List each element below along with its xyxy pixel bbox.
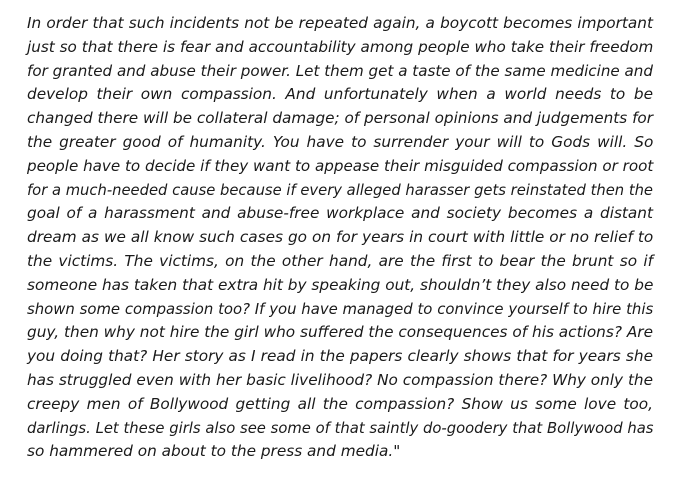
paragraph-line: In order that such incidents not be repeated again, a boycott becomes important bbox=[27, 14, 653, 32]
paragraph-line: has struggled even with her basic livelihood? No compassion there? Why only the bbox=[27, 370, 653, 389]
paragraph-line: someone has taken that extra hit by speaking out, shouldn’t they also need to be bbox=[27, 275, 654, 294]
paragraph-line: just so that there is fear and accountability among people who take their freedom bbox=[27, 37, 654, 56]
paragraph-line: shown some compassion too? If you have managed to convince yourself to hire this bbox=[27, 299, 654, 318]
paragraph-line: for granted and abuse their power. Let them get a taste of the same medicine and bbox=[27, 61, 653, 80]
paragraph-line: darlings. Let these girls also see some of that saintly do-goodery that Bollywood has bbox=[27, 419, 654, 437]
paragraph-line: creepy men of Bollywood getting all the compassion? Show us some love too, bbox=[27, 394, 653, 413]
paragraph-line: the greater good of humanity. You have to surrender your will to Gods will. So bbox=[27, 132, 654, 151]
paragraph-line-last: so hammered on about to the press and media." bbox=[27, 442, 401, 461]
paragraph-line: you doing that? Her story as I read in the papers clearly shows that for years she bbox=[27, 347, 653, 366]
paragraph-line: changed there will be collateral damage; of personal opinions and judgements for bbox=[27, 109, 653, 128]
paragraph-line: the victims. The victims, on the other hand, are the first to bear the brunt so if bbox=[27, 251, 653, 270]
paragraph-line: people have to decide if they want to appease their misguided compassion or root bbox=[27, 156, 654, 175]
paragraph-line: goal of a harassment and abuse-free workplace and society becomes a distant bbox=[27, 204, 653, 223]
paragraph-line: develop their own compassion. And unfortunately when a world needs to be bbox=[27, 85, 653, 104]
paragraph-line: dream as we all know such cases go on for years in court with little or no relief to bbox=[27, 228, 654, 247]
paragraph-line: guy, then why not hire the girl who suffered the consequences of his actions? Are bbox=[27, 323, 653, 342]
paragraph-line: for a much-needed cause because if every alleged harasser gets reinstated then the bbox=[27, 181, 653, 199]
document-paragraph bbox=[27, 12, 653, 464]
